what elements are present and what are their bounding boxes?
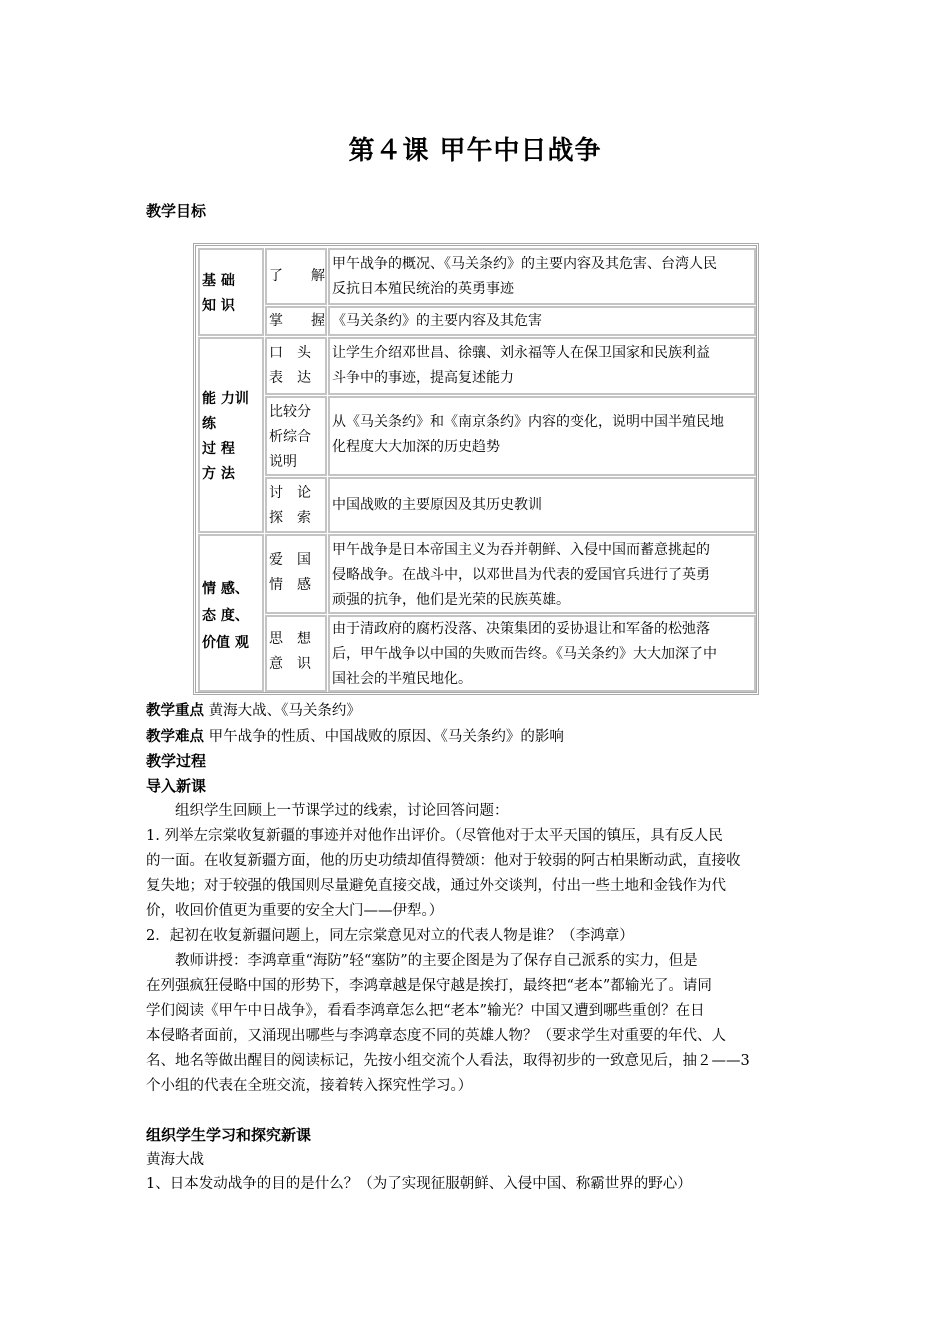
category-label: 价值 观 <box>202 635 249 651</box>
difficulty-text: 甲午战争的性质、中国战败的原因、《马关条约》的影响 <box>208 729 564 745</box>
description-line: 甲午战争是日本帝国主义为吞并朝鲜、入侵中国而蓄意挑起的 <box>332 542 710 558</box>
subcategory-label: 口 头 <box>269 345 311 361</box>
intro-line: 复失地；对于较强的俄国则尽量避免直接交战，通过外交谈判，付出一些土地和金钱作为代 <box>146 878 726 894</box>
description-cell <box>328 337 756 395</box>
subcategory-cell <box>265 306 327 336</box>
intro-line: 个小组的代表在全班交流，接着转入探究性学习。） <box>146 1078 473 1094</box>
description-line: 侵略战争。在战斗中，以邓世昌为代表的爱国官兵进行了英勇 <box>332 567 710 583</box>
subcategory-label: 讨 论 <box>269 485 311 501</box>
intro-line: 名、地名等做出醒目的阅读标记，先按小组交流个人看法，取得初步的一致意见后，抽２——3 <box>146 1053 750 1069</box>
description-line: 国社会的半殖民地化。 <box>332 671 472 687</box>
category-label: 基 础 <box>202 273 235 289</box>
intro-line: 学们阅读《甲午中日战争》，看看李鸿章怎么把“老本”输光？中国又遭到哪些重创？在日 <box>146 1003 705 1019</box>
description-line: 后，甲午战争以中国的失败而告终。《马关条约》大大加深了中 <box>332 646 717 662</box>
difficulty-line <box>146 725 564 746</box>
description-line: 甲午战争的概况、《马关条约》的主要内容及其危害、台湾人民 <box>332 256 717 272</box>
subcategory-label: 了 解 <box>269 268 325 284</box>
category-label: 过 程 <box>202 441 235 457</box>
category-label: 情 感、 <box>202 581 249 597</box>
objectives-heading: 教学目标 <box>146 202 207 220</box>
subsection-title: 黄海大战 <box>146 1152 204 1168</box>
subcategory-cell <box>265 477 327 533</box>
page-title: 第４课 甲午中日战争 <box>348 136 602 166</box>
subcategory-label: 意 识 <box>269 656 311 672</box>
subcategory-cell <box>265 396 327 476</box>
category-label: 练 <box>202 416 216 432</box>
intro-line: 在列强疯狂侵略中国的形势下，李鸿章越是保守越是挨打，最终把“老本”都输光了。请同 <box>146 978 712 994</box>
description-line: 由于清政府的腐朽没落、决策集团的妥协退让和军备的松弛落 <box>332 621 710 637</box>
subcategory-label: 情 感 <box>269 577 311 593</box>
key-point-line <box>146 699 361 720</box>
category-label: 方 法 <box>202 466 235 482</box>
subcategory-cell <box>265 248 327 305</box>
category-label: 态 度、 <box>202 608 249 624</box>
subcategory-label: 比较分 <box>269 404 311 420</box>
subcategory-cell <box>265 615 327 692</box>
description-line: 反抗日本殖民统治的英勇事迹 <box>332 281 514 297</box>
description-cell <box>328 534 756 614</box>
intro-line: 教师讲授：李鸿章重“海防”轻“塞防”的主要企图是为了保存自己派系的实力，但是 <box>146 953 698 969</box>
question-line: 1、日本发动战争的目的是什么？（为了实现征服朝鲜、入侵中国、称霸世界的野心） <box>146 1176 692 1192</box>
description-cell <box>328 248 756 305</box>
description-cell <box>328 477 756 533</box>
objectives-table <box>193 243 759 695</box>
intro-line: 1. 列举左宗棠收复新疆的事迹并对他作出评价。（尽管他对于太平天国的镇压，具有反人民 <box>146 828 723 844</box>
subcategory-label: 说明 <box>269 454 297 470</box>
difficulty-label: 教学难点 <box>146 729 204 745</box>
subcategory-label: 表 达 <box>269 370 311 386</box>
description-line: 化程度大大加深的历史趋势 <box>332 439 500 455</box>
description-line: 斗争中的事迹，提高复述能力 <box>332 370 514 386</box>
description-cell <box>328 306 756 336</box>
description-cell <box>328 615 756 692</box>
description-line: 顽强的抗争，他们是光荣的民族英雄。 <box>332 592 570 608</box>
intro-line: 组织学生回顾上一节课学过的线索，讨论回答问题： <box>146 803 509 819</box>
category-label: 能 力训 <box>202 391 249 407</box>
category-cell <box>198 534 264 692</box>
subcategory-cell <box>265 337 327 395</box>
subcategory-label: 掌 握 <box>269 313 325 329</box>
intro-line: 价，收回价值更为重要的安全大门——伊犁。） <box>146 903 444 919</box>
description-line: 让学生介绍邓世昌、徐骧、刘永福等人在保卫国家和民族利益 <box>332 345 710 361</box>
process-heading: 教学过程 <box>146 752 207 770</box>
intro-line: 本侵略者面前，又涌现出哪些与李鸿章态度不同的英雄人物？（要求学生对重要的年代、人 <box>146 1028 726 1044</box>
category-cell <box>198 248 264 336</box>
intro-line: 的一面。在收复新疆方面，他的历史功绩却值得赞颂：他对于较弱的阿古柏果断动武，直接收 <box>146 853 741 869</box>
explore-heading: 组织学生学习和探究新课 <box>146 1126 312 1144</box>
subcategory-label: 探 索 <box>269 510 311 526</box>
key-point-text: 黄海大战、《马关条约》 <box>208 703 361 719</box>
description-line: 《马关条约》的主要内容及其危害 <box>332 313 542 329</box>
description-line: 中国战败的主要原因及其历史教训 <box>332 497 542 513</box>
subcategory-label: 析综合 <box>269 429 311 445</box>
subcategory-label: 爱 国 <box>269 552 311 568</box>
intro-line: 2．起初在收复新疆问题上，同左宗棠意见对立的代表人物是谁？（李鸿章） <box>146 928 634 944</box>
description-line: 从《马关条约》和《南京条约》内容的变化，说明中国半殖民地 <box>332 414 724 430</box>
intro-heading: 导入新课 <box>146 777 207 795</box>
category-cell <box>198 337 264 533</box>
description-cell <box>328 396 756 476</box>
category-label: 知 识 <box>202 298 235 314</box>
subcategory-cell <box>265 534 327 614</box>
key-point-label: 教学重点 <box>146 703 204 719</box>
subcategory-label: 思 想 <box>269 631 311 647</box>
